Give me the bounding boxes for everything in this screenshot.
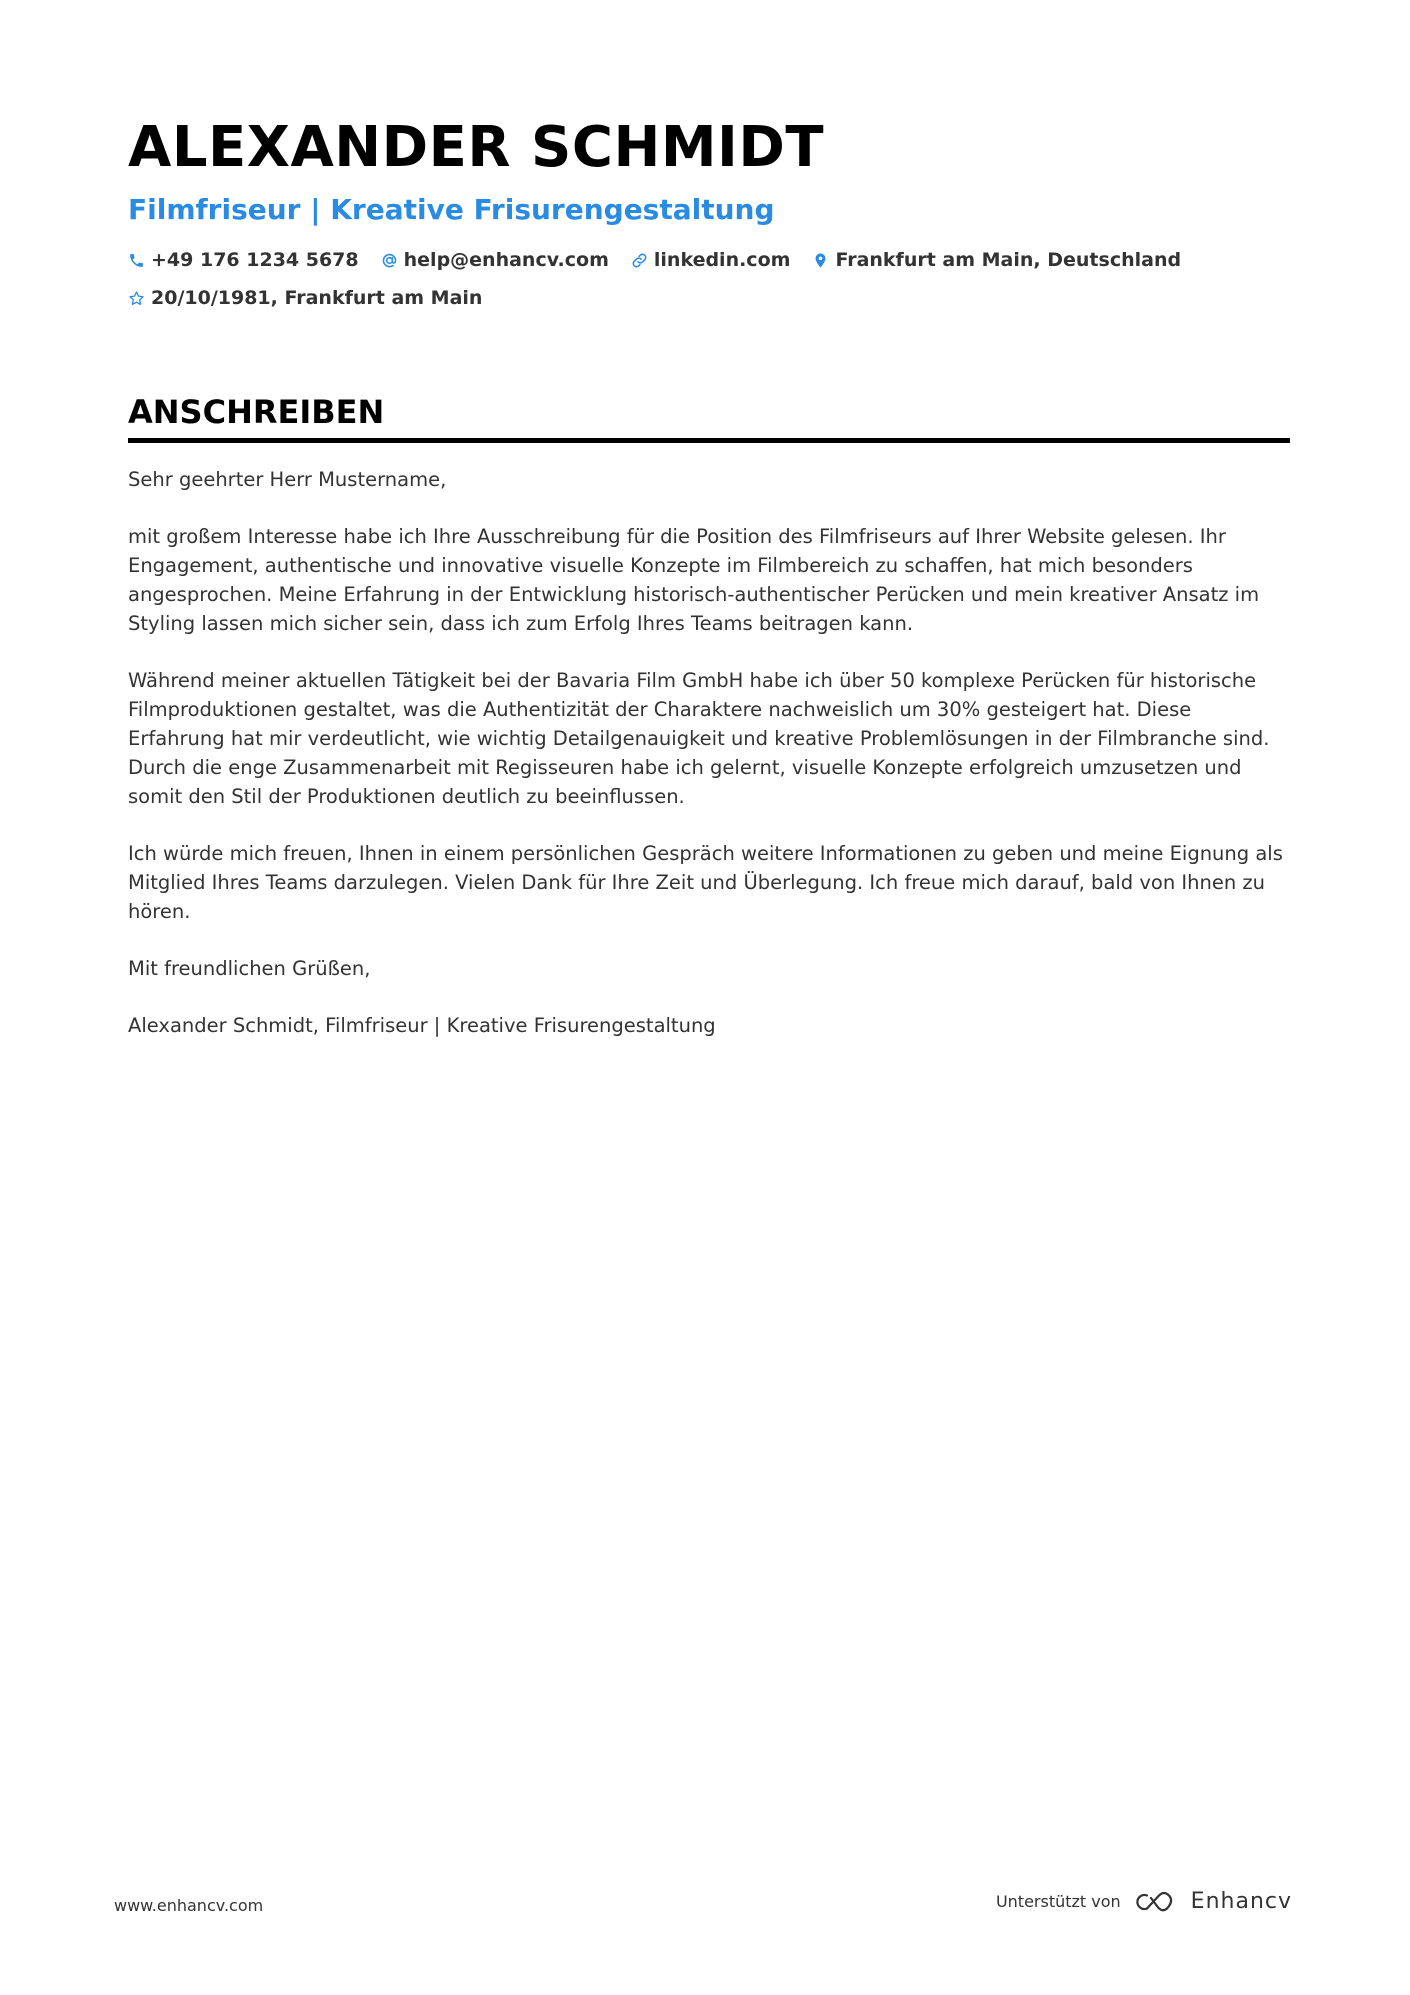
contact-location-text: Frankfurt am Main, Deutschland <box>835 249 1182 271</box>
contact-birth <box>128 284 482 312</box>
footer-branding[interactable] <box>996 1887 1292 1917</box>
section-title: ANSCHREIBEN <box>128 393 385 431</box>
at-icon <box>381 252 398 269</box>
enhancv-logo-icon <box>1133 1889 1179 1915</box>
brand-name: Enhancv <box>1190 1889 1292 1914</box>
contact-location <box>812 246 1181 274</box>
footer-website[interactable]: www.enhancv.com <box>114 1896 264 1915</box>
letter-paragraph: Ich würde mich freuen, Ihnen in einem persönlichen Gespräch weitere Informationen zu geben und meine Eignung als Mitglied Ihres Teams darzulegen. Vielen Dank für Ihre Zeit und Überlegung. Ich freue mich darauf, bald von Ihnen zu hören. <box>128 842 1283 923</box>
letter-salutation: Sehr geehrter Herr Mustername, <box>128 468 447 491</box>
letter-signature: Alexander Schmidt, Filmfriseur | Kreative Frisurengestaltung <box>128 1014 716 1037</box>
applicant-title: Filmfriseur | Kreative Frisurengestaltung <box>128 193 775 226</box>
location-pin-icon <box>812 252 829 269</box>
letter-paragraph: Während meiner aktuellen Tätigkeit bei der Bavaria Film GmbH habe ich über 50 komplexe Perücken für historische Filmproduktionen gestaltet, was die Authentizität der Charaktere nachweislich um 30% gesteigert hat. Diese Erfahrung hat mir verdeutlicht, wie wichtig Detailgenauigkeit und kreative Problemlösungen in der Filmbranche sind. Durch die enge Zusammenarbeit mit Regisseuren habe ich gelernt, visuelle Konzepte erfolgreich umzusetzen und somit den Stil der Produktionen deutlich zu beeinflussen. <box>128 669 1270 808</box>
star-icon <box>128 290 145 307</box>
section-divider <box>128 438 1290 443</box>
contact-row <box>128 246 1290 274</box>
powered-by-label: Unterstützt von <box>995 1892 1121 1911</box>
contact-phone-text: +49 176 1234 5678 <box>151 249 359 271</box>
phone-icon <box>128 252 145 269</box>
contact-email[interactable] <box>381 246 609 274</box>
letter-body <box>128 465 1290 1040</box>
contact-row-secondary <box>128 284 1290 312</box>
letter-paragraph: mit großem Interesse habe ich Ihre Ausschreibung für die Position des Filmfriseurs auf Ihrer Website gelesen. Ihr Engagement, authentische und innovative visuelle Konzepte im Filmbereich zu schaffen, hat mich besonders angesprochen. Meine Erfahrung in der Entwicklung historisch-authentischer Perücken und mein kreativer Ansatz im Styling lassen mich sicher sein, dass ich zum Erfolg Ihres Teams beitragen kann. <box>128 525 1260 635</box>
contact-email-text: help@enhancv.com <box>403 249 609 271</box>
cover-letter-page <box>128 108 1290 1068</box>
letter-closing: Mit freundlichen Grüßen, <box>128 957 371 980</box>
link-icon <box>631 252 648 269</box>
contact-linkedin-text: linkedin.com <box>653 249 791 271</box>
contact-linkedin[interactable] <box>631 246 791 274</box>
applicant-name: ALEXANDER SCHMIDT <box>128 115 825 180</box>
contact-phone <box>128 246 359 274</box>
contact-birth-text: 20/10/1981, Frankfurt am Main <box>151 287 483 309</box>
